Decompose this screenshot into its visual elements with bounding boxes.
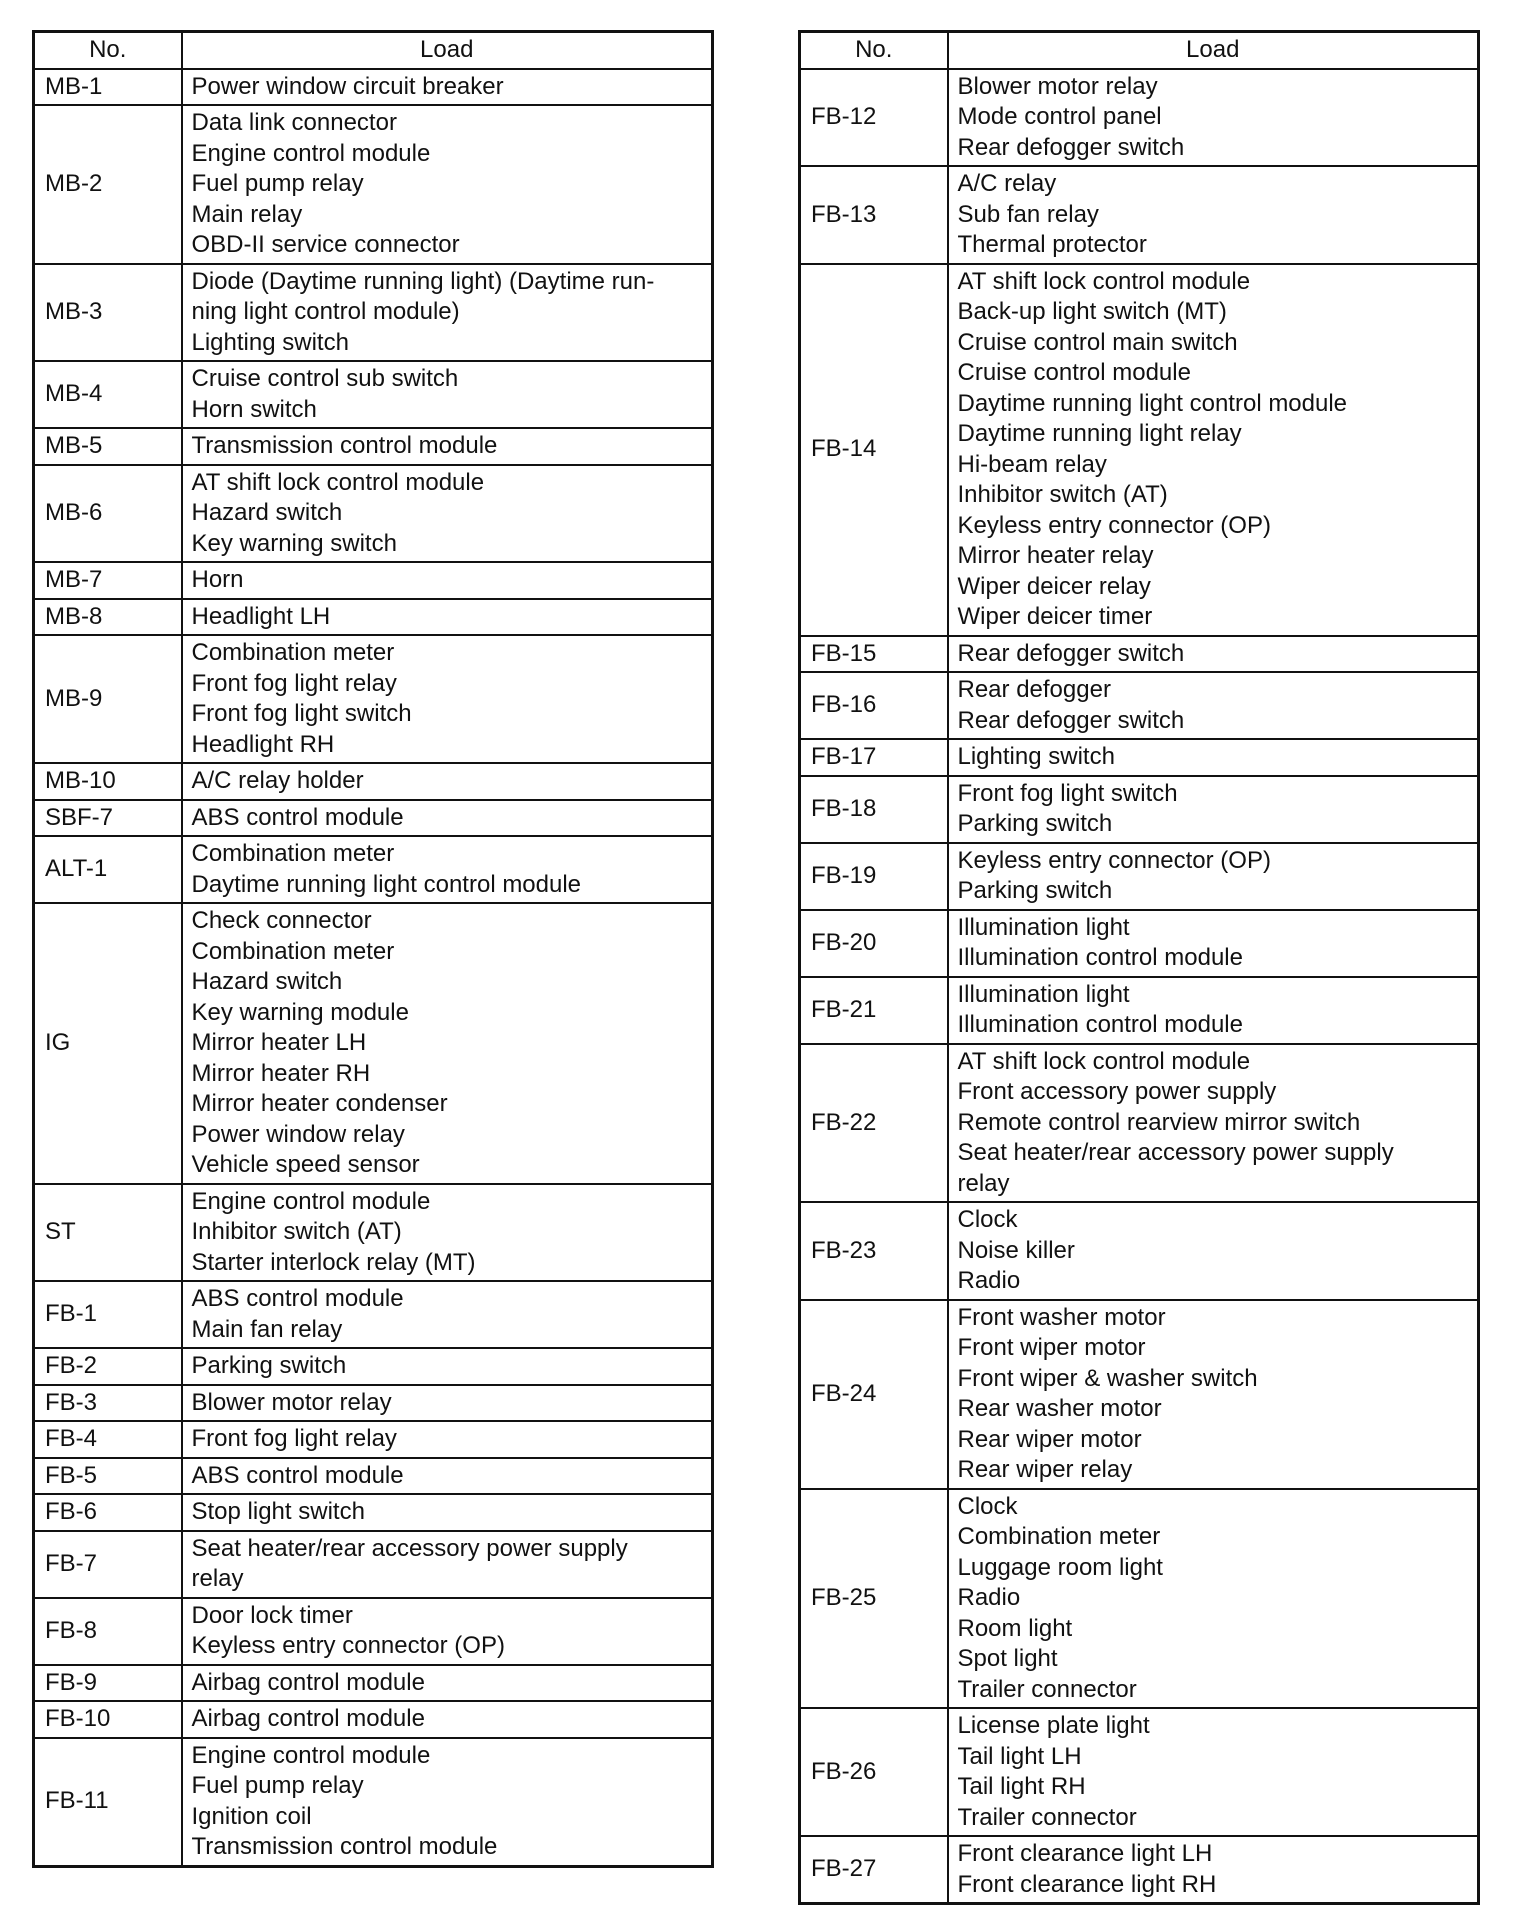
table-row	[34, 1701, 713, 1738]
load-item: Main fan relay	[191, 1315, 343, 1343]
load-item: Horn switch	[191, 395, 317, 423]
load-item: Remote control rearview mirror switch	[957, 1108, 1361, 1136]
load-item: Stop light switch	[191, 1498, 365, 1525]
table-row	[800, 166, 1479, 264]
table-row	[34, 763, 713, 800]
fuse-number: FB-15	[800, 636, 948, 673]
load-item: Rear wiper relay	[957, 1456, 1133, 1483]
load-item: Daytime running light control module	[957, 389, 1348, 417]
load-item: Front clearance light LH	[957, 1840, 1213, 1867]
load-item: Airbag control module	[191, 1705, 425, 1732]
fuse-load-table-right	[798, 30, 1480, 1905]
load-item: Front fog light switch	[191, 700, 412, 727]
fuse-number: ST	[34, 1184, 182, 1282]
load-item: Keyless entry connector (OP)	[191, 1632, 505, 1659]
load-item: Front washer motor	[957, 1303, 1166, 1331]
fuse-number: FB-12	[800, 69, 948, 167]
load-item: Mirror heater relay	[957, 542, 1154, 569]
load-cell	[182, 1385, 713, 1422]
load-item: A/C relay holder	[191, 767, 364, 794]
load-item: Keyless entry connector (OP)	[957, 846, 1271, 874]
fuse-number: FB-21	[800, 977, 948, 1044]
load-item: Diode (Daytime running light) (Daytime run-	[191, 267, 655, 295]
load-cell	[182, 903, 713, 1184]
column-header-no: No.	[34, 32, 182, 69]
table-row	[34, 1738, 713, 1867]
fuse-number: FB-26	[800, 1708, 948, 1836]
load-item: Front fog light switch	[957, 779, 1178, 807]
column-header-load: Load	[182, 32, 713, 69]
load-cell	[182, 800, 713, 837]
table-row	[34, 1421, 713, 1458]
fuse-number: MB-8	[34, 599, 182, 636]
fuse-number: MB-4	[34, 361, 182, 428]
load-cell	[182, 635, 713, 763]
load-cell	[182, 361, 713, 428]
table-row	[34, 105, 713, 264]
load-item: Cruise control main switch	[957, 328, 1238, 356]
table-header-row	[34, 32, 713, 69]
load-item: Engine control module	[191, 1187, 431, 1215]
load-item: Illumination control module	[957, 1011, 1243, 1038]
fuse-number: FB-8	[34, 1598, 182, 1665]
fuse-number: ALT-1	[34, 836, 182, 903]
fuse-number: MB-6	[34, 465, 182, 563]
load-cell	[182, 1348, 713, 1385]
table-row	[800, 977, 1479, 1044]
fuse-number: FB-24	[800, 1300, 948, 1489]
table-row	[34, 1598, 713, 1665]
load-cell	[182, 1421, 713, 1458]
load-item: Seat heater/rear accessory power supply	[191, 1534, 628, 1562]
fuse-number: FB-2	[34, 1348, 182, 1385]
table-row	[800, 1708, 1479, 1836]
table-row	[800, 1300, 1479, 1489]
fuse-number: FB-11	[34, 1738, 182, 1867]
load-cell	[182, 599, 713, 636]
load-cell	[182, 465, 713, 563]
load-item: Inhibitor switch (AT)	[191, 1218, 402, 1245]
load-item: Illumination light	[957, 913, 1130, 941]
load-cell	[948, 1202, 1479, 1300]
load-item: License plate light	[957, 1712, 1150, 1739]
load-cell	[948, 1300, 1479, 1489]
load-item: Horn	[191, 566, 244, 593]
load-item: Lighting switch	[191, 328, 349, 356]
load-item: Inhibitor switch (AT)	[957, 481, 1168, 508]
table-row	[34, 1184, 713, 1282]
load-item: Mirror heater condenser	[191, 1090, 448, 1117]
load-item: Fuel pump relay	[191, 170, 364, 197]
table-row	[800, 672, 1479, 739]
load-item: Key warning module	[191, 998, 409, 1026]
load-cell	[182, 1598, 713, 1665]
table-row	[800, 69, 1479, 167]
load-item: Engine control module	[191, 139, 431, 167]
load-cell	[182, 1665, 713, 1702]
load-cell	[948, 776, 1479, 843]
fuse-number: FB-6	[34, 1494, 182, 1531]
load-item: Power window circuit breaker	[191, 72, 504, 100]
load-cell	[948, 910, 1479, 977]
load-item: Back-up light switch (MT)	[957, 298, 1227, 325]
fuse-number: FB-9	[34, 1665, 182, 1702]
load-cell	[948, 672, 1479, 739]
load-item: Starter interlock relay (MT)	[191, 1248, 476, 1276]
fuse-number: MB-2	[34, 105, 182, 264]
load-cell	[182, 1701, 713, 1738]
fuse-number: FB-10	[34, 1701, 182, 1738]
load-cell	[182, 763, 713, 800]
fuse-number: FB-18	[800, 776, 948, 843]
load-item: Daytime running light relay	[957, 420, 1242, 447]
load-item: Rear defogger	[957, 676, 1111, 703]
load-cell	[182, 562, 713, 599]
load-item: Power window relay	[191, 1120, 405, 1148]
load-cell	[182, 1184, 713, 1282]
load-item: Front accessory power supply	[957, 1078, 1277, 1105]
fuse-number: MB-5	[34, 428, 182, 465]
load-item: Front wiper motor	[957, 1334, 1146, 1361]
load-cell	[948, 843, 1479, 910]
fuse-number: MB-7	[34, 562, 182, 599]
load-item: Front fog light relay	[191, 669, 397, 697]
table-row	[800, 739, 1479, 776]
fuse-number: FB-5	[34, 1458, 182, 1495]
load-item: Rear defogger switch	[957, 706, 1185, 734]
load-item: Cruise control sub switch	[191, 365, 459, 392]
fuse-number: FB-19	[800, 843, 948, 910]
load-item: Cruise control module	[957, 359, 1191, 386]
fuse-number: FB-27	[800, 1836, 948, 1904]
table-row	[34, 562, 713, 599]
load-item: Combination meter	[957, 1523, 1161, 1550]
load-cell	[182, 428, 713, 465]
table-row	[34, 264, 713, 362]
table-row	[34, 903, 713, 1184]
table-row	[800, 843, 1479, 910]
load-item: AT shift lock control module	[957, 1047, 1251, 1075]
fuse-number: FB-13	[800, 166, 948, 264]
load-item: relay	[191, 1565, 244, 1592]
load-cell	[948, 69, 1479, 167]
load-item: Mirror heater RH	[191, 1059, 371, 1087]
table-row	[34, 1665, 713, 1702]
load-item: Illumination light	[957, 980, 1130, 1008]
fuse-number: FB-7	[34, 1531, 182, 1598]
table-row	[800, 910, 1479, 977]
load-cell	[182, 105, 713, 264]
load-item: Illumination control module	[957, 944, 1243, 971]
load-item: Parking switch	[957, 877, 1113, 904]
load-item: Rear wiper motor	[957, 1425, 1142, 1453]
load-item: Rear defogger switch	[957, 133, 1185, 161]
table-row	[34, 599, 713, 636]
load-item: Clock	[957, 1492, 1018, 1520]
load-item: Keyless entry connector (OP)	[957, 511, 1271, 539]
load-item: Front clearance light RH	[957, 1870, 1217, 1898]
fuse-number: MB-9	[34, 635, 182, 763]
load-item: Parking switch	[957, 810, 1113, 837]
table-row	[34, 428, 713, 465]
fuse-number: FB-25	[800, 1489, 948, 1709]
table-header-row	[800, 32, 1479, 69]
load-cell	[948, 1489, 1479, 1709]
load-item: Tail light LH	[957, 1742, 1082, 1770]
load-cell	[948, 1044, 1479, 1203]
load-cell	[948, 264, 1479, 636]
load-item: OBD-II service connector	[191, 231, 460, 258]
load-item: Trailer connector	[957, 1803, 1137, 1831]
load-item: Front fog light relay	[191, 1425, 397, 1452]
table-row	[34, 1494, 713, 1531]
load-item: Data link connector	[191, 109, 397, 136]
load-item: Parking switch	[191, 1352, 347, 1379]
load-cell	[948, 739, 1479, 776]
load-cell	[948, 1708, 1479, 1836]
fuse-number: FB-16	[800, 672, 948, 739]
load-item: Noise killer	[957, 1236, 1075, 1264]
fuse-number: FB-23	[800, 1202, 948, 1300]
load-cell	[182, 1281, 713, 1348]
load-cell	[948, 977, 1479, 1044]
load-item: Trailer connector	[957, 1675, 1137, 1703]
load-item: Key warning switch	[191, 529, 397, 557]
load-cell	[948, 166, 1479, 264]
load-item: Ignition coil	[191, 1802, 312, 1830]
load-item: Sub fan relay	[957, 200, 1099, 228]
table-row	[800, 1044, 1479, 1203]
load-item: Combination meter	[191, 639, 395, 666]
load-item: Mode control panel	[957, 103, 1162, 130]
load-item: Hi-beam relay	[957, 450, 1107, 478]
table-row	[800, 1489, 1479, 1709]
load-item: Room light	[957, 1614, 1073, 1642]
load-item: Luggage room light	[957, 1553, 1163, 1581]
fuse-number: FB-4	[34, 1421, 182, 1458]
fuse-number: SBF-7	[34, 800, 182, 837]
load-item: Wiper deicer timer	[957, 603, 1153, 630]
load-cell	[182, 836, 713, 903]
load-item: ABS control module	[191, 1285, 404, 1312]
load-item: Headlight LH	[191, 602, 331, 630]
load-item: Main relay	[191, 200, 303, 228]
table-row	[800, 636, 1479, 673]
load-item: Fuel pump relay	[191, 1772, 364, 1799]
column-header-load: Load	[948, 32, 1479, 69]
load-cell	[182, 1458, 713, 1495]
load-item: Airbag control module	[191, 1668, 425, 1696]
load-item: relay	[957, 1169, 1010, 1197]
fuse-number: FB-1	[34, 1281, 182, 1348]
fuse-number: FB-20	[800, 910, 948, 977]
table-row	[34, 635, 713, 763]
table-row	[34, 800, 713, 837]
table-row	[34, 361, 713, 428]
load-cell	[182, 1738, 713, 1867]
load-item: AT shift lock control module	[957, 267, 1251, 295]
load-item: Wiper deicer relay	[957, 572, 1151, 600]
table-body	[800, 69, 1479, 1904]
load-item: Tail light RH	[957, 1773, 1086, 1800]
table-row	[34, 1348, 713, 1385]
load-item: Transmission control module	[191, 1833, 498, 1860]
load-item: Seat heater/rear accessory power supply	[957, 1139, 1394, 1166]
load-item: Daytime running light control module	[191, 870, 582, 898]
table-row	[34, 69, 713, 106]
load-cell	[182, 1494, 713, 1531]
load-item: Radio	[957, 1584, 1021, 1611]
fuse-number: FB-14	[800, 264, 948, 636]
load-item: Check connector	[191, 907, 372, 934]
load-item: Engine control module	[191, 1741, 431, 1769]
table-row	[34, 836, 713, 903]
table-body	[34, 69, 713, 1867]
table-row	[34, 465, 713, 563]
load-item: Blower motor relay	[191, 1388, 392, 1416]
table-row	[34, 1281, 713, 1348]
load-item: Mirror heater LH	[191, 1029, 367, 1056]
table-row	[800, 264, 1479, 636]
load-item: Door lock timer	[191, 1601, 353, 1629]
fuse-number: FB-22	[800, 1044, 948, 1203]
table-row	[800, 1202, 1479, 1300]
load-item: ABS control module	[191, 1461, 404, 1489]
load-cell	[182, 264, 713, 362]
column-header-no: No.	[800, 32, 948, 69]
load-cell	[182, 69, 713, 106]
table-row	[34, 1458, 713, 1495]
load-item: Combination meter	[191, 937, 395, 965]
fuse-number: IG	[34, 903, 182, 1184]
load-item: AT shift lock control module	[191, 468, 485, 496]
load-item: ABS control module	[191, 803, 404, 831]
table-row	[800, 1836, 1479, 1904]
load-item: Front wiper & washer switch	[957, 1364, 1258, 1392]
fuse-number: MB-3	[34, 264, 182, 362]
table-row	[34, 1385, 713, 1422]
load-item: Rear defogger switch	[957, 639, 1185, 667]
load-item: Hazard switch	[191, 499, 343, 526]
load-cell	[182, 1531, 713, 1598]
load-item: Hazard switch	[191, 968, 343, 995]
load-item: Vehicle speed sensor	[191, 1151, 420, 1178]
load-cell	[948, 1836, 1479, 1904]
load-item: Headlight RH	[191, 730, 335, 758]
fuse-number: MB-10	[34, 763, 182, 800]
load-item: Lighting switch	[957, 743, 1115, 770]
table-row	[34, 1531, 713, 1598]
fuse-number: FB-3	[34, 1385, 182, 1422]
load-cell	[948, 636, 1479, 673]
table-row	[800, 776, 1479, 843]
fuse-number: MB-1	[34, 69, 182, 106]
load-item: Spot light	[957, 1645, 1058, 1672]
fuse-load-table-left	[32, 30, 714, 1868]
load-item: A/C relay	[957, 170, 1057, 197]
load-item: Radio	[957, 1267, 1021, 1294]
load-item: Rear washer motor	[957, 1395, 1162, 1422]
fuse-number: FB-17	[800, 739, 948, 776]
load-item: Combination meter	[191, 840, 395, 867]
load-item: Blower motor relay	[957, 72, 1158, 100]
load-item: ning light control module)	[191, 298, 460, 325]
load-item: Transmission control module	[191, 432, 498, 459]
load-item: Thermal protector	[957, 231, 1147, 258]
load-item: Clock	[957, 1206, 1018, 1233]
